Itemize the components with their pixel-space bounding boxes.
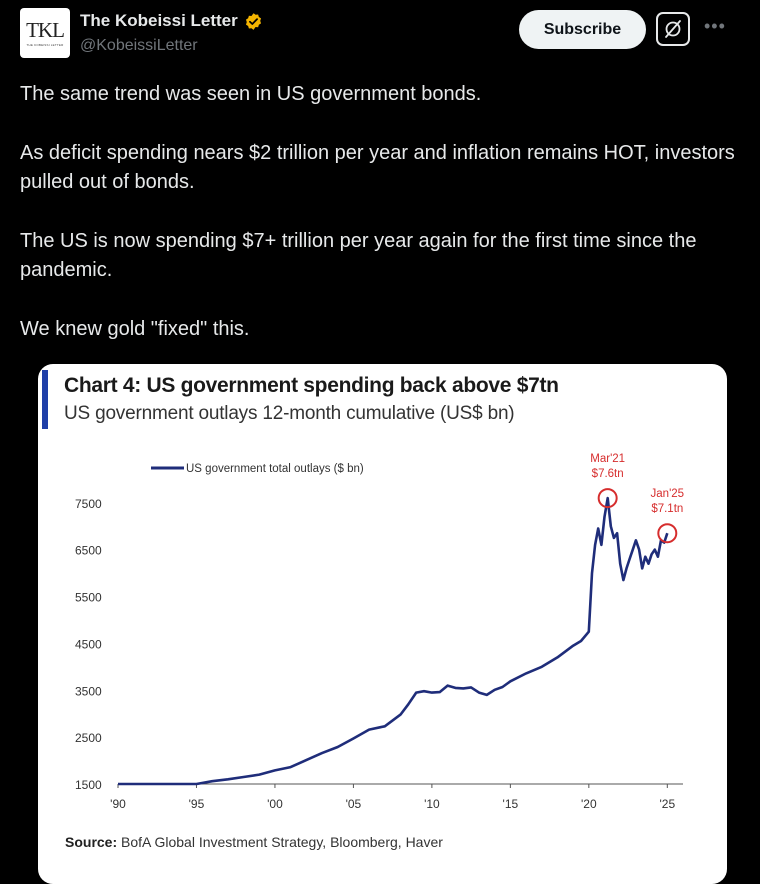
y-tick-label: 5500 (75, 590, 102, 605)
legend-label: US government total outlays ($ bn) (186, 463, 364, 475)
x-tick-label: '05 (345, 797, 362, 811)
account-handle[interactable]: @KobeissiLetter (80, 37, 198, 54)
grok-glyph (663, 19, 683, 39)
y-tick-label: 7500 (75, 496, 102, 511)
y-tick-label: 1500 (75, 778, 102, 792)
chart-title: Chart 4: US government spending back above $7tn (64, 374, 559, 397)
more-icon[interactable]: ••• (704, 16, 726, 36)
x-tick-label: '10 (424, 797, 440, 811)
account-name[interactable]: The Kobeissi Letter (80, 11, 238, 30)
annotation-value: $7.6tn (591, 468, 624, 481)
subscribe-button[interactable]: Subscribe (519, 10, 646, 49)
annotation-date: Mar'21 (590, 453, 626, 466)
x-tick-label: '15 (502, 797, 519, 811)
post-paragraph: We knew gold "fixed" this. (20, 318, 250, 340)
chart-source (65, 834, 443, 850)
chart-source-label: Source: (65, 834, 118, 850)
x-tick-label: '00 (267, 797, 283, 811)
annotation-value: $7.1tn (651, 503, 684, 516)
avatar-logo-text: TKL (26, 17, 64, 42)
account-avatar[interactable] (20, 8, 70, 58)
x-tick-label: '90 (110, 797, 126, 811)
chart-source-text: BofA Global Investment Strategy, Bloomberg, Haver (121, 834, 443, 850)
post-paragraph: As deficit spending nears $2 trillion per year and inflation remains HOT, investors pulled out of bonds. (20, 142, 735, 193)
series-line (118, 498, 667, 784)
x-tick-label: '95 (188, 797, 205, 811)
y-tick-label: 3500 (75, 684, 102, 699)
post-text (20, 80, 740, 374)
y-tick-label: 2500 (75, 731, 102, 746)
account-name-row (80, 11, 263, 31)
x-tick-label: '25 (659, 797, 676, 811)
avatar-logo-subtext: THE KOBEISSI LETTER (26, 42, 64, 47)
grok-icon[interactable] (656, 12, 690, 46)
y-tick-label: 4500 (75, 637, 102, 652)
line-chart (38, 364, 727, 884)
post-paragraph: The same trend was seen in US government bonds. (20, 83, 482, 105)
chart-image-card[interactable] (38, 364, 727, 884)
chart-subtitle: US government outlays 12-month cumulative (US$ bn) (64, 403, 515, 424)
annotation-date: Jan'25 (650, 488, 685, 501)
y-tick-label: 6500 (75, 543, 102, 558)
x-tick-label: '20 (581, 797, 597, 811)
post-paragraph: The US is now spending $7+ trillion per year again for the first time since the pandemic. (20, 230, 697, 281)
verified-badge-icon (244, 12, 263, 31)
